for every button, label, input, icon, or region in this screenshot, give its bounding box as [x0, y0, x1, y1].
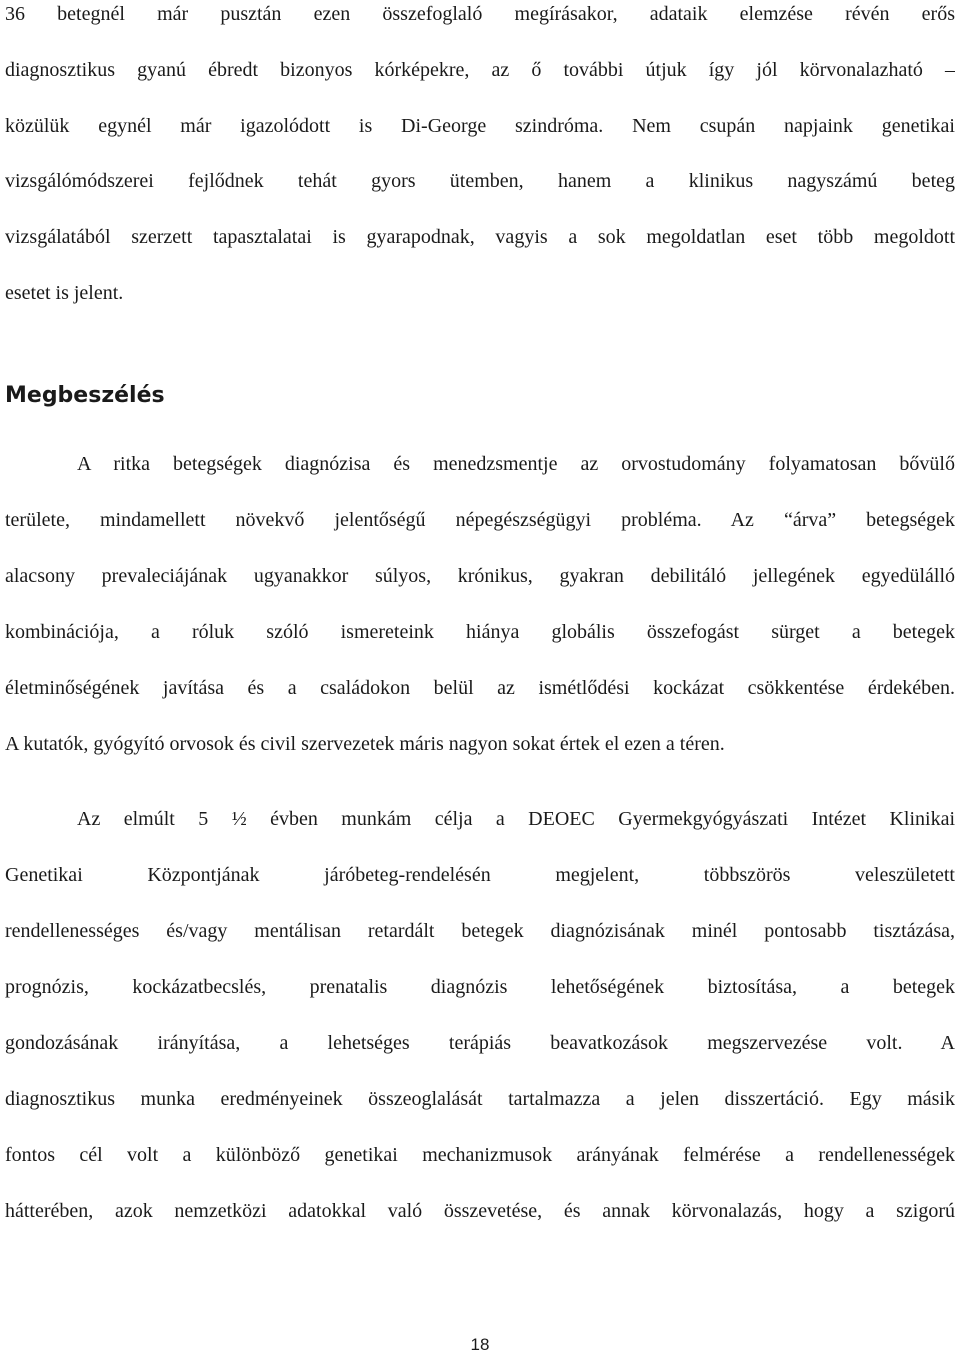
text-line: hátterében, azok nemzetközi adatokkal való összevetése, és annak körvonalazás, hogy a szigorú: [5, 1200, 955, 1222]
text-line: rendellenességes és/vagy mentálisan retardált betegek diagnózisának minél pontosabb tisztázása,: [5, 920, 955, 942]
text-line: prognózis, kockázatbecslés, prenatalis diagnózis lehetőségének biztosítása, a betegek: [5, 976, 955, 998]
text-line: fontos cél volt a különböző genetikai mechanizmusok arányának felmérése a rendellenességek: [5, 1144, 955, 1166]
page-number: 18: [470, 1335, 490, 1354]
text-line: közülük egynél már igazolódott is Di-George szindróma. Nem csupán napjaink genetikai: [5, 115, 955, 137]
text-line: vizsgálómódszerei fejlődnek tehát gyors ütemben, hanem a klinikus nagyszámú beteg: [5, 170, 955, 192]
text-line: Genetikai Központjának járóbeteg-rendelésén megjelent, többszörös veleszületett: [5, 864, 955, 886]
text-line: 36 betegnél már pusztán ezen összefoglaló megírásakor, adataik elemzése révén erős: [5, 3, 955, 25]
text-line: életminőségének javítása és a családokon belül az ismétlődési kockázat csökkentése érdekében.: [5, 677, 955, 699]
text-line: alacsony prevaleciájának ugyanakkor súlyos, krónikus, gyakran debilitáló jellegének egyedülálló: [5, 565, 955, 587]
text-line: gondozásának irányítása, a lehetséges terápiás beavatkozások megszervezése volt. A: [5, 1032, 955, 1054]
text-line: területe, mindamellett növekvő jelentőségű népegészségügyi probléma. Az “árva” betegségek: [5, 509, 955, 531]
text-line: A kutatók, gyógyító orvosok és civil szervezetek máris nagyon sokat értek el ezen a téren.: [5, 733, 725, 755]
text-line: vizsgálatából szerzett tapasztalatai is gyarapodnak, vagyis a sok megoldatlan eset több megoldott: [5, 226, 955, 248]
text-line: Az elmúlt 5 ½ évben munkám célja a DEOEC Gyermekgyógyászati Intézet Klinikai: [77, 808, 955, 830]
text-line: A ritka betegségek diagnózisa és menedzsmentje az orvostudomány folyamatosan bővülő: [77, 453, 955, 475]
section-heading: Megbeszélés: [5, 383, 165, 408]
text-line: esetet is jelent.: [5, 282, 124, 304]
text-line: kombinációja, a róluk szóló ismereteink hiánya globális összefogást sürget a betegek: [5, 621, 955, 643]
text-line: diagnosztikus gyanú ébredt bizonyos kórképekre, az ő további útjuk így jól körvonalazható –: [5, 59, 955, 81]
text-line: diagnosztikus munka eredményeinek összeoglalását tartalmazza a jelen disszertáció. Egy másik: [5, 1088, 955, 1110]
